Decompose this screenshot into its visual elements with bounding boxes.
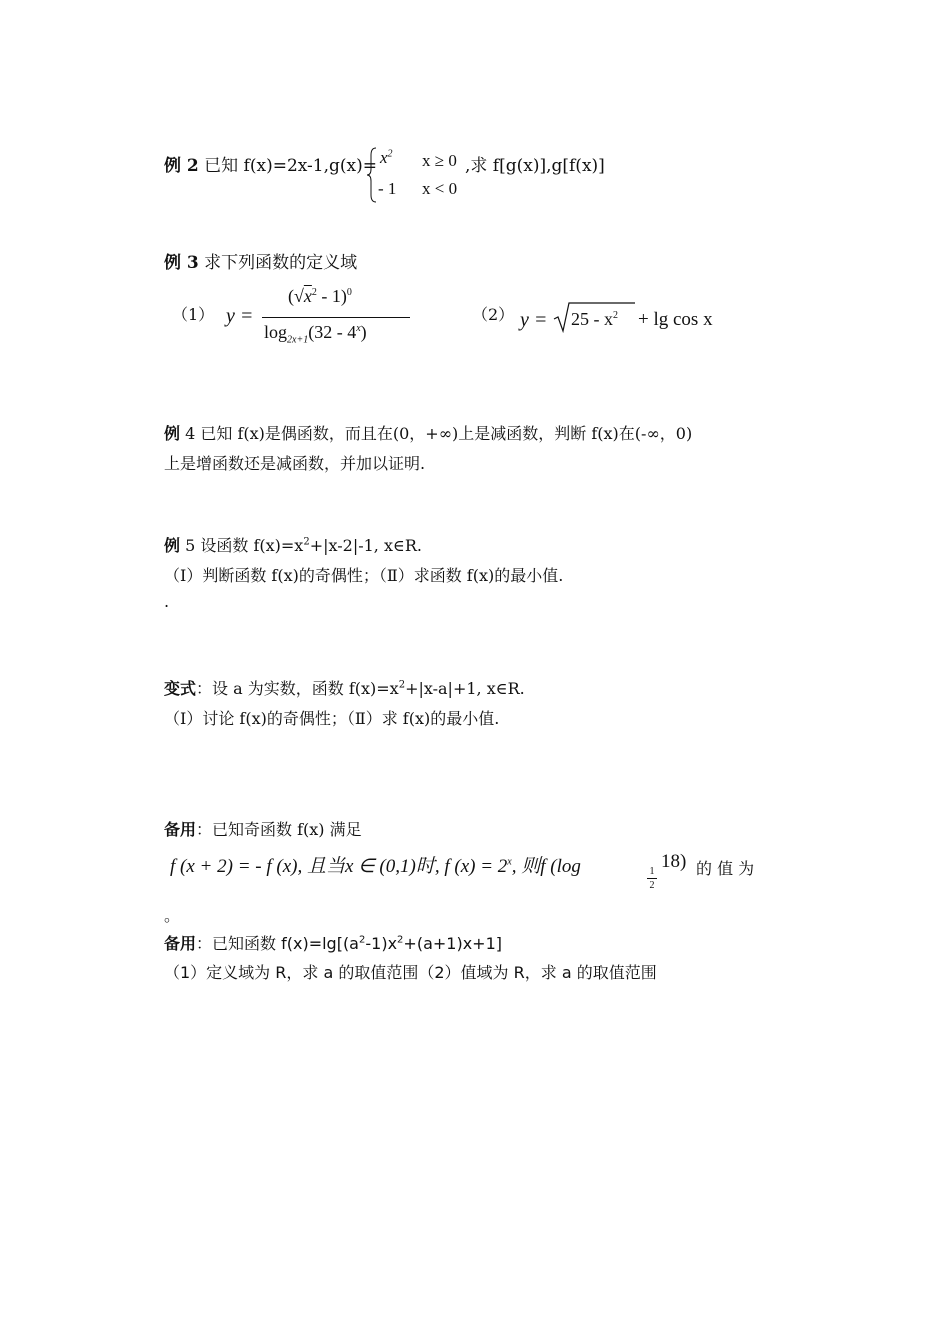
example-2 <box>164 151 377 176</box>
variant-line-2: （Ⅰ）讨论 f(x)的奇偶性；（Ⅱ）求 f(x)的最小值. <box>164 709 500 728</box>
case-1-expr: $x^2$ <box>380 148 393 167</box>
backup-2-line-1: 备用：已知函数 $f(x)=\lg[(a^2-1)x^2+(a+1)x+1]$ <box>164 934 502 953</box>
part-2-rest: + lg cos x <box>638 309 713 330</box>
part-1-label: （1） <box>172 305 215 324</box>
radicand: $25 - x^2$ <box>571 309 618 329</box>
variant-line-1: 变式：设 a 为实数，函数 $f(x)=x^2+|x-a|+1$, x∈R. <box>164 679 525 698</box>
backup-1-formula-end: 18) <box>661 851 687 872</box>
brace-icon <box>367 147 377 203</box>
example-5-line-2: （Ⅰ）判断函数 f(x)的奇偶性；（Ⅱ）求函数 f(x)的最小值. <box>164 566 564 585</box>
backup-1-line-1: 备用：已知奇函数 f(x) 满足 <box>164 820 362 839</box>
example-3 <box>164 248 357 273</box>
example-text: 求下列函数的定义域 <box>204 253 358 273</box>
example-5-line-1: 例 5 设函数 $f(x)=x^2+|x-2|-1$, x∈R. <box>164 536 422 555</box>
example-4-line-1: 例 4 已知 f(x)是偶函数，而且在(0，+∞)上是减函数，判断 f(x)在(-∞，0) <box>164 424 693 443</box>
example-label: 例 3 <box>164 253 199 273</box>
case-2-cond: x < 0 <box>422 179 458 198</box>
backup-1-formula: f (x + 2) = - f (x), 且当x ∈ (0,1)时, f $(x) = 2^x$, 则f (log <box>170 856 581 877</box>
part-1-y: y = <box>226 305 254 327</box>
fraction-denominator: $\log_{2x+1}(32 - 4^x)$ <box>264 322 367 346</box>
example-5-line-3: . <box>164 592 170 611</box>
log-base-fraction: 1 2 <box>647 866 657 891</box>
example-4-line-2: 上是增函数还是减函数，并加以证明. <box>164 454 426 473</box>
fraction-numerator: $(√x^2 - 1)^0$ <box>288 286 352 306</box>
example-label: 例 2 <box>164 156 199 176</box>
fraction-bar <box>262 317 410 318</box>
example-text: 已知 f(x)=2x-1,g(x)= <box>204 156 377 176</box>
case-2-expr: - 1 <box>378 179 397 198</box>
case-1-cond: x ≥ 0 <box>422 151 457 170</box>
part-2-label: （2） <box>472 305 515 324</box>
example-2-question: ,求 f[g(x)],g[f(x)] <box>465 156 605 176</box>
part-2-y: y = <box>520 309 548 331</box>
backup-1-line-3: 。 <box>164 906 181 925</box>
backup-1-tail: 的 值 为 <box>696 859 755 878</box>
backup-2-line-2: （1）定义域为 R，求 a 的取值范围（2）值域为 R，求 a 的取值范围 <box>164 963 657 982</box>
